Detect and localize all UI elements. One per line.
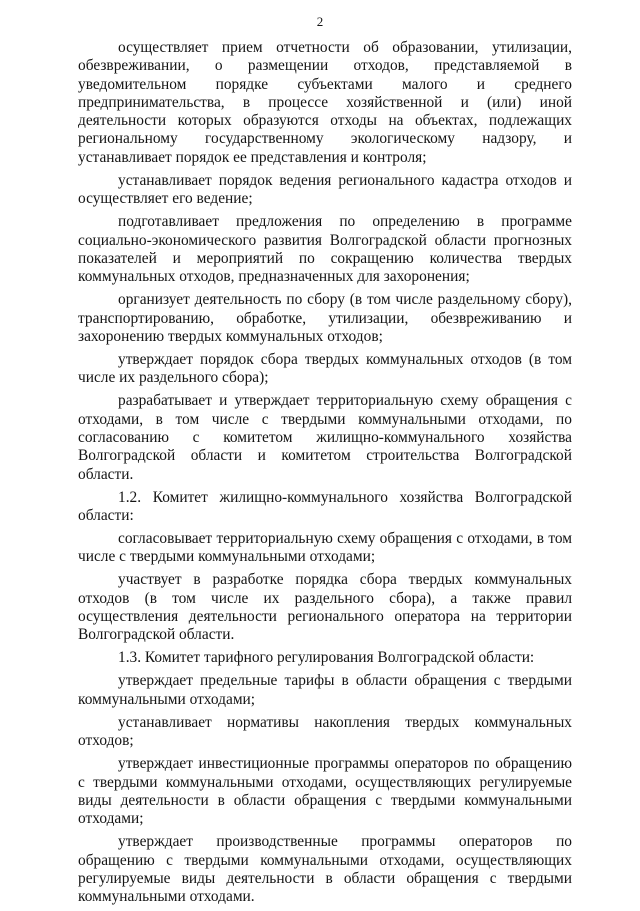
paragraph-collection-procedure: утверждает порядок сбора твердых коммунальных отходов (в том числе их раздельного сбора);	[78, 350, 572, 387]
paragraph-reporting-acceptance: осуществляет прием отчетности об образовании, утилизации, обезвреживании, о размещении отходов, представляемой в уведомительном порядке субъектами малого и среднего предпринимательства, в процессе хозяйственной и (или) иной деятельности которых образуются отходы на объектах, подлежащих региональному государственному экологическому надзору, и устанавливает порядок ее представления и контроля;	[78, 39, 572, 166]
paragraph-tariffs: утверждает предельные тарифы в области обращения с твердыми коммунальными отходами;	[78, 672, 572, 708]
section-heading-1-3: 1.3. Комитет тарифного регулирования Волгоградской области:	[118, 649, 535, 667]
paragraph-territorial-scheme: разрабатывает и утверждает территориальную схему обращения с отходами, в том числе с твердыми коммунальными отходами, по согласованию с комитетом жилищно-коммунального хозяйства Волгоградской области и комитетом строительства Волгоградской области.	[78, 392, 572, 483]
page-number: 2	[316, 14, 324, 29]
paragraph-participates-rules: участвует в разработке порядка сбора твердых коммунальных отходов (в том числе их раздельного сбора), а также правил осуществления деятельности регионального оператора на территории Волгоградской области.	[78, 571, 572, 644]
paragraph-accumulation-norms: устанавливает нормативы накопления твердых коммунальных отходов;	[78, 713, 572, 750]
paragraph-investment-programs: утверждает инвестиционные программы операторов по обращению с твердыми коммунальными отходами, осуществляющих регулируемые виды деятельности в области обращения с твердыми коммунальными отходами;	[78, 755, 572, 828]
section-heading-1-2: 1.2. Комитет жилищно-коммунального хозяйства Волгоградской области:	[78, 488, 572, 524]
paragraph-forecast-proposals: подготавливает предложения по определению в программе социально-экономического развития Волгоградской области прогнозных показателей и мероприятий по сокращению количества твердых коммунальных отходов, предназначенных для захоронения;	[78, 213, 572, 286]
paragraph-waste-cadastre: устанавливает порядок ведения регионального кадастра отходов и осуществляет его ведение;	[78, 171, 572, 208]
paragraph-production-programs: утверждает производственные программы операторов по обращению с твердыми коммунальными отходами, осуществляющих регулируемые виды деятельности в области обращения с твердыми коммунальными отходами.	[78, 833, 572, 906]
paragraph-organizes-collection: организует деятельность по сбору (в том числе раздельному сбору), транспортированию, обработке, утилизации, обезвреживанию и захоронению твердых коммунальных отходов;	[78, 291, 572, 345]
paragraph-agrees-scheme: согласовывает территориальную схему обращения с отходами, в том числе с твердыми коммунальными отходами;	[78, 530, 572, 566]
document-body	[78, 39, 572, 911]
